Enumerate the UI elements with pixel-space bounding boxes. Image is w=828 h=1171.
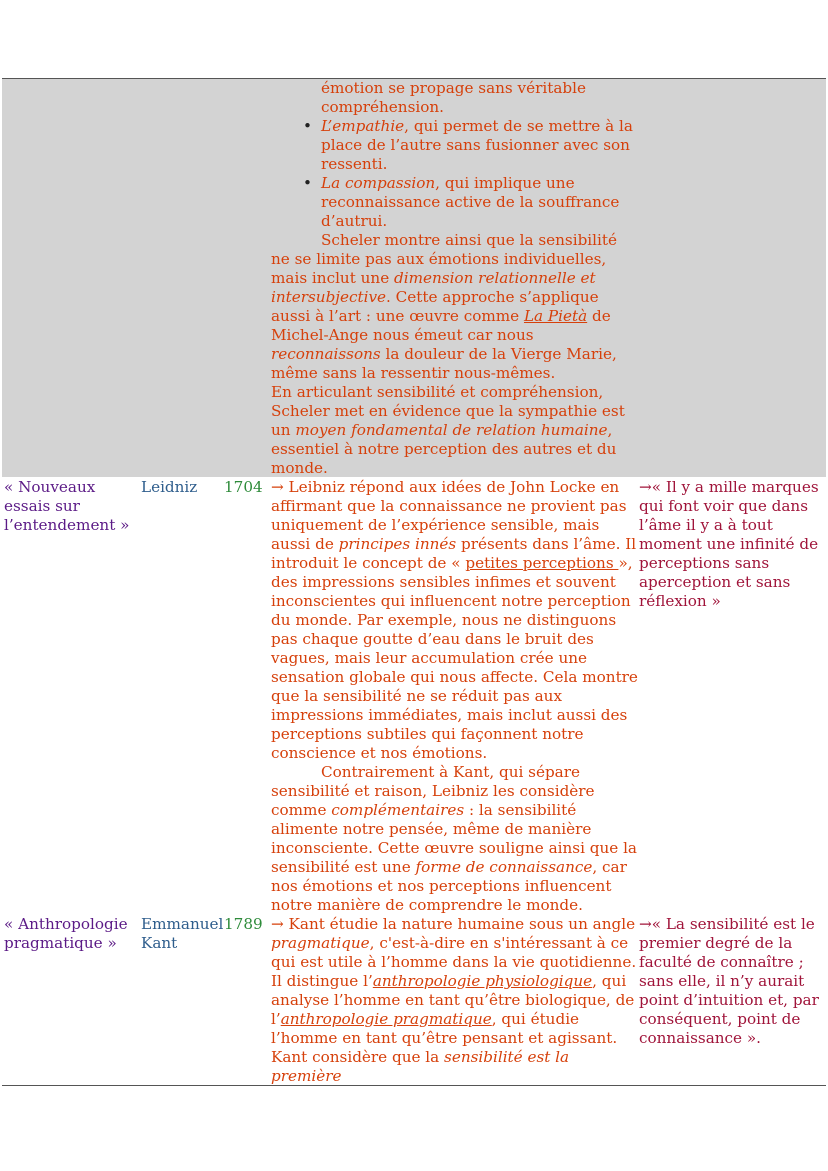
table-row-kant (2, 915, 826, 1165)
analysis-cell (271, 79, 639, 478)
list-item: • La compassion, qui implique une reconnaissance active de la souffrance d’autrui. (303, 174, 620, 230)
author-name: Emmanuel Kant (141, 915, 224, 952)
list-item: • L’empathie, qui permet de se mettre à la place de l’autre sans fusionner avec son ressenti. (303, 117, 633, 173)
physiological-anthropology-term: anthropologie physiologique (372, 972, 593, 990)
table-bottom-border (2, 1085, 826, 1086)
paragraph: En articulant sensibilité et compréhension, Scheler met en évidence que la sympathie est un moyen fondamental de relation humaine, essentiel à notre perception des autres et du monde. (271, 383, 625, 477)
analysis-cell (271, 478, 639, 915)
paragraph: Contrairement à Kant, qui sépare sensibilité et raison, Leibniz les considère comme complémentaires : la sensibilité alimente notre pensée, même de manière inconsciente. Cette œuvre souligne ainsi que la sensibilité est une forme de connaissance, car nos émotions et nos perceptions influencent notre manière de comprendre le monde. (271, 763, 637, 914)
bullet-icon: • (303, 117, 312, 135)
pragmatic-anthropology-term: anthropologie pragmatique (280, 1010, 492, 1028)
bullet-icon: • (303, 174, 312, 192)
paragraph: → Leibniz répond aux idées de John Locke en affirmant que la connaissance ne provient pas uniquement de l’expérience sensible, mais aussi de principes innés présents dans l’âme. Il introduit le concept de « petites perceptions », des impressions sensibles infimes et souvent inconscientes qui influencent notre perception du monde. Par exemple, nous ne distinguons pas chaque goutte d’eau dans le bruit des vagues, mais leur accumulation crée une sensation globale qui nous affecte. Cela montre que la sensibilité ne se réduit pas aux impressions immédiates, mais inclut aussi des perceptions subtiles qui façonnent notre conscience et nos émotions. (271, 478, 638, 762)
publication-year: 1789 (224, 915, 263, 933)
work-title: « Nouveaux essais sur l’entendement » (4, 478, 130, 534)
petites-perceptions-term: petites perceptions (465, 554, 619, 572)
publication-year: 1704 (224, 478, 263, 496)
author-name: Leidniz (141, 478, 198, 496)
pieta-link: La Pietà (523, 307, 588, 325)
work-title: « Anthropologie pragmatique » (4, 915, 128, 952)
sympathy-forms-list (271, 117, 639, 231)
paragraph: Scheler montre ainsi que la sensibilité ne se limite pas aux émotions individuelles, mais inclut une dimension relationnelle et intersubjective. Cette approche s’applique aussi à l’art : une œuvre comme La Pietà de Michel-Ange nous émeut car nous reconnaissons la douleur de la Vierge Marie, même sans la ressentir nous-mêmes. (271, 231, 617, 382)
analysis-cell (271, 915, 639, 1086)
table-row-leibniz (2, 478, 826, 915)
quote-cell: →« Il y a mille marques qui font voir que dans l’âme il y a à tout moment une infinité de perceptions sans aperception et sans réflexion » (639, 478, 819, 610)
intro-continuation: émotion se propage sans véritable compréhension. (321, 79, 586, 116)
quote-cell: →« La sensibilité est le premier degré de la faculté de connaître ; sans elle, il n’y aurait point d’intuition et, par conséquent, point de connaissance ». (639, 915, 819, 1047)
table-row-scheler (2, 79, 826, 477)
paragraph: → Kant étudie la nature humaine sous un angle pragmatique, c'est-à-dire en s'intéressant à ce qui est utile à l’homme dans la vie quotidienne. Il distingue l’anthropologie physiologique, qui analyse l’homme en tant qu’être biologique, de l’anthropologie pragmatique, qui étudie l’homme en tant qu’être pensant et agissant. Kant considère que la sensibilité est la première (271, 915, 637, 1085)
